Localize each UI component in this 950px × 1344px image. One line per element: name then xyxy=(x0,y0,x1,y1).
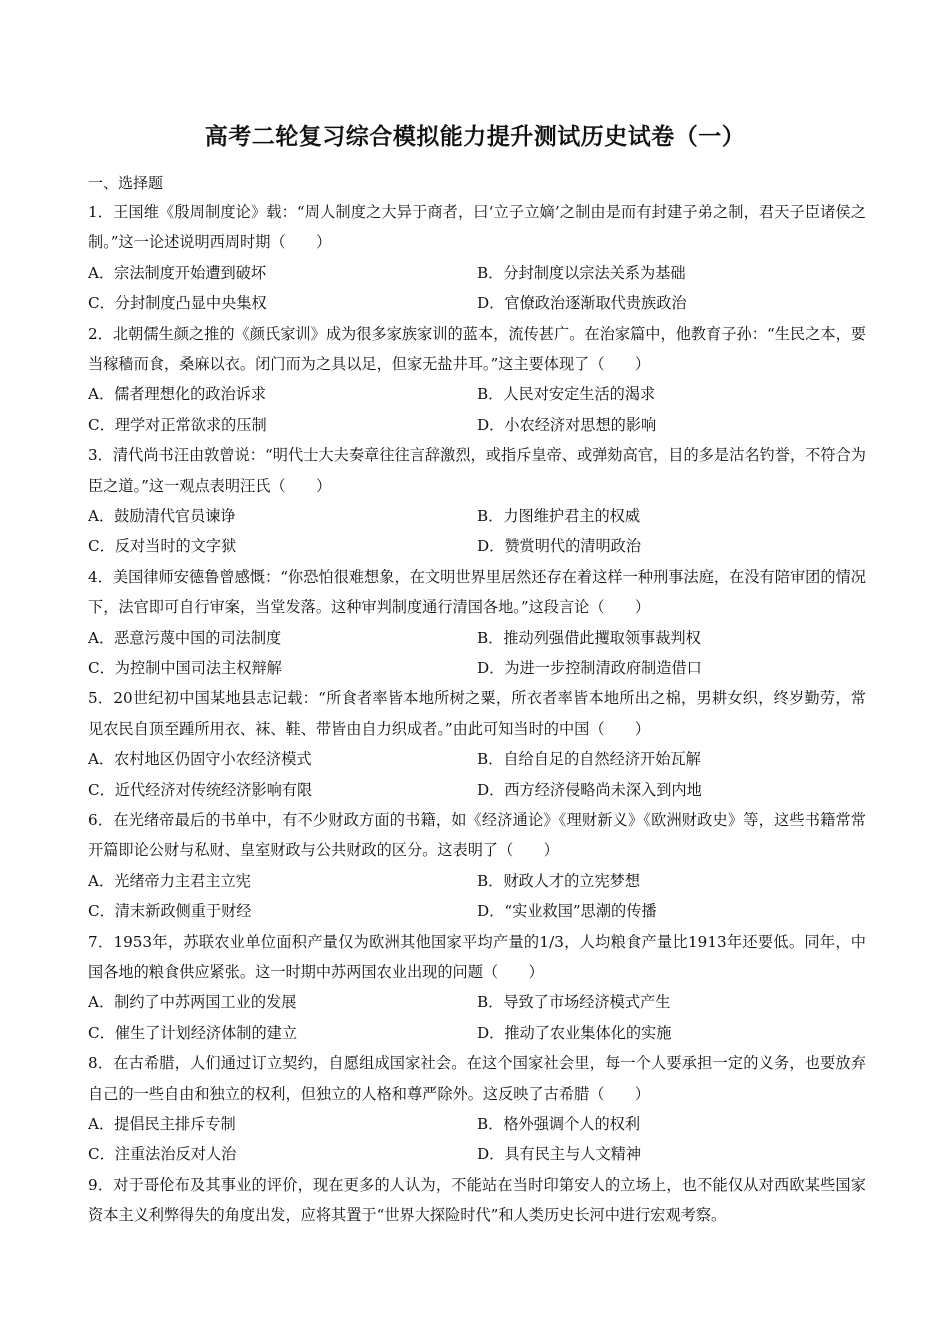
question-text: 6．在光绪帝最后的书单中，有不少财政方面的书籍，如《经济通论》《理财新义》《欧洲财政史》等，这些书籍常常开篇即论公财与私财、皇室财政与公共财政的区分。这表明了（ ） xyxy=(88,810,866,860)
options xyxy=(88,866,866,927)
option-a: A．制约了中苏两国工业的发展 xyxy=(88,993,297,1012)
options xyxy=(88,987,866,1048)
question-text: 1．王国维《殷周制度论》载：“周人制度之大异于商者，曰‘立子立嫡’之制由是而有封建子弟之制，君天子臣诸侯之制。”这一论述说明西周时期（ ） xyxy=(88,203,866,252)
option-c: C．反对当时的文字狱 xyxy=(88,537,237,556)
question-text: 2．北朝儒生颜之推的《颜氏家训》成为很多家族家训的蓝本，流传甚广。在治家篇中，他教育子孙：“生民之本，要当稼穑而食，桑麻以衣。闭门而为之具以足，但家无盐井耳。”这主要体现了（ ） xyxy=(88,324,866,373)
question-text: 9．对于哥伦布及其事业的评价，现在更多的人认为，不能站在当时印第安人的立场上，也不能仅从对西欧某些国家资本主义利弊得失的角度出发，应将其置于“世界大探险时代”和人类历史长河中进行宏观考察。 xyxy=(88,1175,866,1225)
option-d: D．赞赏明代的清明政治 xyxy=(477,537,642,556)
options xyxy=(88,1109,866,1170)
option-b: B．导致了市场经济模式产生 xyxy=(477,993,671,1012)
option-d: D．为进一步控制清政府制造借口 xyxy=(477,658,702,677)
option-d: D．“实业救国”思潮的传播 xyxy=(477,902,657,921)
question-4 xyxy=(88,562,866,684)
option-c: C．近代经济对传统经济影响有限 xyxy=(88,780,313,799)
option-c: C．分封制度凸显中央集权 xyxy=(88,294,267,313)
question-text: 8．在古希腊，人们通过订立契约，自愿组成国家社会。在这个国家社会里，每一个人要承担一定的义务，也要放弃自己的一些自由和独立的权利，但独立的人格和尊严除外。这反映了古希腊（ ） xyxy=(88,1054,866,1103)
exam-title: 高考二轮复习综合模拟能力提升测试历史试卷（一） xyxy=(204,123,746,150)
option-b: B．人民对安定生活的渴求 xyxy=(477,385,656,404)
option-b: B．推动列强借此攫取领事裁判权 xyxy=(477,628,701,647)
option-d: D．西方经济侵略尚未深入到内地 xyxy=(477,780,702,799)
question-1 xyxy=(88,197,866,319)
options xyxy=(88,258,866,319)
option-d: D．小农经济对思想的影响 xyxy=(477,415,657,434)
option-b: B．分封制度以宗法关系为基础 xyxy=(477,263,686,282)
option-a: A．鼓励清代官员谏诤 xyxy=(88,507,236,525)
question-5 xyxy=(88,683,866,805)
option-a: A．提倡民主排斥专制 xyxy=(88,1114,236,1133)
option-c: C．理学对正常欲求的压制 xyxy=(88,415,267,434)
option-c: C．为控制中国司法主权辩解 xyxy=(88,658,282,677)
question-9 xyxy=(88,1170,866,1231)
option-a: A．农村地区仍固守小农经济模式 xyxy=(88,750,312,769)
option-b: B．力图维护君主的权威 xyxy=(477,507,641,525)
question-text: 4．美国律师安德鲁曾感慨：“你恐怕很难想象，在文明世界里居然还存在着这样一种刑事法庭，在没有陪审团的情况下，法官即可自行审案，当堂发落。这种审判制度通行清国各地。”这段言论（ ） xyxy=(88,567,866,617)
question-6 xyxy=(88,805,866,927)
option-c: C．催生了计划经济体制的建立 xyxy=(88,1023,298,1042)
option-d: D．具有民主与人文精神 xyxy=(477,1145,642,1164)
options xyxy=(88,379,866,440)
options xyxy=(88,501,866,562)
option-a: A．恶意污蔑中国的司法制度 xyxy=(88,628,282,647)
option-c: C．清末新政侧重于财经 xyxy=(88,902,252,921)
question-list xyxy=(88,197,866,1231)
question-7 xyxy=(88,927,866,1049)
section-heading: 一、选择题 xyxy=(88,174,164,192)
question-text: 7．1953年，苏联农业单位面积产量仅为欧洲其他国家平均产量的1/3，人均粮食产量比1913年还要低。同年，中国各地的粮食供应紧张。这一时期中苏两国农业出现的问题（ ） xyxy=(88,932,866,981)
option-d: D．推动了农业集体化的实施 xyxy=(477,1023,672,1042)
option-b: B．自给自足的自然经济开始瓦解 xyxy=(477,750,701,769)
question-3 xyxy=(88,440,866,562)
options xyxy=(88,744,866,805)
option-d: D．官僚政治逐渐取代贵族政治 xyxy=(477,294,687,313)
option-a: A．光绪帝力主君主立宪 xyxy=(88,871,251,890)
question-text: 5．20世纪初中国某地县志记载：“所食者率皆本地所树之粟，所衣者率皆本地所出之棉，男耕女织，终岁勤劳，常见农民自顶至踵所用衣、袜、鞋、带皆由自力织成者。”由此可知当时的中国（ ） xyxy=(88,689,866,738)
options xyxy=(88,623,866,684)
question-text: 3．清代尚书汪由敦曾说：“明代士大夫奏章往往言辞激烈，或指斥皇帝、或弹劾高官，目的多是沽名钓誉，不符合为臣之道。”这一观点表明汪氏（ ） xyxy=(88,446,866,495)
option-a: A．儒者理想化的政治诉求 xyxy=(88,385,267,404)
option-c: C．注重法治反对人治 xyxy=(88,1145,237,1164)
question-2 xyxy=(88,319,866,441)
option-a: A．宗法制度开始遭到破坏 xyxy=(88,263,267,282)
question-8 xyxy=(88,1048,866,1170)
option-b: B．格外强调个人的权利 xyxy=(477,1114,641,1133)
option-b: B．财政人才的立宪梦想 xyxy=(477,871,641,890)
